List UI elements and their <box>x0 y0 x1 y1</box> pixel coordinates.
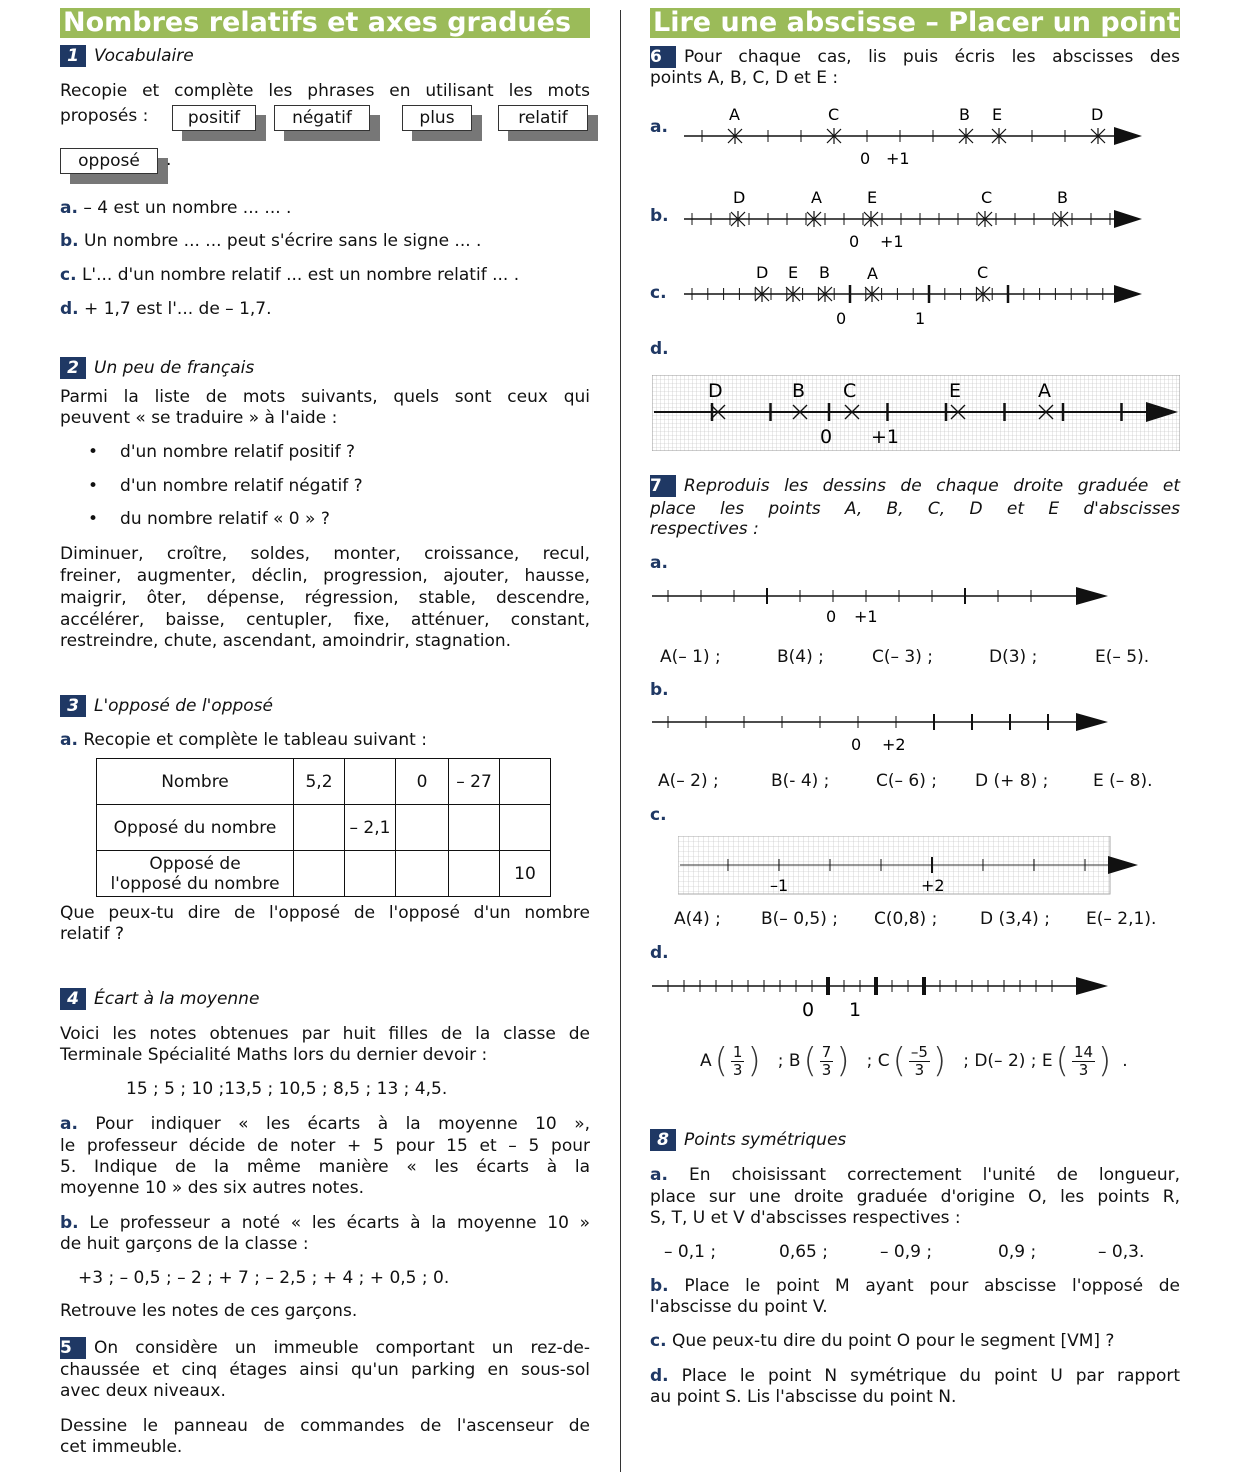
ex6-intro-1: 6 Pour chaque cas, lis puis écris les abscisses des <box>650 47 1180 67</box>
ex5-line-3: avec deux niveaux. <box>60 1381 226 1401</box>
ex4-number: 4 <box>60 988 86 1010</box>
ex7-axis-d <box>650 970 1120 1025</box>
ex4-intro-1: Voici les notes obtenues par huit filles de la classe de <box>60 1024 590 1044</box>
ex2-bullet-1: • d'un nombre relatif positif ? <box>88 442 356 462</box>
ex8-a-2: place sur une droite graduée d'origine O, les points R, <box>650 1187 1180 1207</box>
ex2-bullet-3: • du nombre relatif « 0 » ? <box>88 509 330 529</box>
ex1-item-d: d. + 1,7 est l'... de – 1,7. <box>60 299 272 319</box>
word-box-negatif: négatif <box>274 105 370 131</box>
ex6-axis-a <box>680 100 1180 175</box>
tick-label-one: +1 <box>854 607 878 626</box>
ex8-c: c. Que peux-tu dire du point O pour le segment [VM] ? <box>650 1331 1115 1351</box>
ex7-axis-c <box>678 836 1140 896</box>
ex8-b-1: b. Place le point M ayant pour abscisse l'opposé de <box>650 1276 1181 1296</box>
table-cell: 5,2 <box>294 759 345 805</box>
ex1-item-b: b. Un nombre ... ... peut s'écrire sans le signe ... . <box>60 231 482 251</box>
word-box-relatif: relatif <box>498 105 588 131</box>
ex7-axis-b <box>650 706 1120 756</box>
ex5-number: 5 <box>60 1337 86 1359</box>
arrow-head <box>1114 127 1142 145</box>
ex8-d-1: d. Place le point N symétrique du point U par rapport <box>650 1366 1181 1386</box>
ex8-value-1: – 0,1 ; <box>664 1242 717 1262</box>
table-cell: Opposé du nombre <box>97 805 294 851</box>
ex7-b-coord-1: A(– 2) ; <box>658 771 719 791</box>
ex8-heading <box>650 1129 846 1151</box>
ex4-a-1: a. Pour indiquer « les écarts à la moyenne 10 », <box>60 1114 590 1134</box>
point-label-A: A <box>729 105 740 124</box>
point-label-B: B <box>792 380 806 402</box>
tick-label-one: +1 <box>886 149 910 168</box>
tick-label-one: 1 <box>849 999 862 1021</box>
arrow-head <box>1108 856 1138 874</box>
ex5-line-5: cet immeuble. <box>60 1437 183 1457</box>
ex7-label-c: c. <box>650 805 667 825</box>
ex5-line-2: chaussée et cinq étages ainsi qu'un parking en sous-sol <box>60 1360 590 1380</box>
ex7-intro-1: 7 Reproduis les dessins de chaque droite graduée et <box>650 476 1180 496</box>
tick-label-two: +2 <box>921 876 945 895</box>
ex7-d-fractions: A ( $\frac{1}{3}$ ) ; B ( $\frac{7}{3}$ ) ; C ( $\frac{-5}{3}$ ) ; D(– 2) ; E ( $\frac{14}{3}$ ) . <box>700 1041 1128 1081</box>
ex5-line-1: 5 On considère un immeuble comportant un rez-de- <box>60 1338 590 1358</box>
ex7-c-coord-1: A(4) ; <box>674 909 721 929</box>
arrow-head <box>1114 210 1142 228</box>
point-label-C: C <box>843 380 857 402</box>
point-label-A: A <box>811 188 822 207</box>
ex4-b-2: de huit garçons de la classe : <box>60 1234 309 1254</box>
ex7-c-coord-5: E(– 2,1). <box>1086 909 1157 929</box>
point-label-C: C <box>981 188 993 207</box>
tick-label-zero: 0 <box>802 999 815 1021</box>
ex6-axis-d <box>652 375 1180 451</box>
table-cell <box>345 851 396 897</box>
ex7-a-coord-3: C(– 3) ; <box>872 647 933 667</box>
ex4-a-4: moyenne 10 » des six autres notes. <box>60 1178 365 1198</box>
point-label-B: B <box>959 105 970 124</box>
tick-label-minus-one: –1 <box>770 876 789 895</box>
opposite-table <box>96 758 551 897</box>
point-label-D: D <box>733 188 746 207</box>
ex7-label-a: a. <box>650 553 668 573</box>
ex8-value-4: 0,9 ; <box>998 1242 1037 1262</box>
table-cell <box>500 805 551 851</box>
ex3-number: 3 <box>60 695 86 717</box>
tick-label-zero: 0 <box>836 309 847 328</box>
ex7-a-coord-2: B(4) ; <box>777 647 824 667</box>
ex7-a-coord-5: E(– 5). <box>1095 647 1150 667</box>
table-row <box>97 759 551 805</box>
ex4-intro-2: Terminale Spécialité Maths lors du dernier devoir : <box>60 1045 488 1065</box>
ex1-item-c: c. L'... d'un nombre relatif ... est un nombre relatif ... . <box>60 265 520 285</box>
ex2-list-5: restreindre, chute, ascendant, amoindrir, stagnation. <box>60 631 512 651</box>
table-cell: Nombre <box>97 759 294 805</box>
arrow-head <box>1076 587 1108 605</box>
ex1-item-a: a. – 4 est un nombre ... ... . <box>60 198 292 218</box>
ex7-b-coord-4: D (+ 8) ; <box>975 771 1049 791</box>
table-cell <box>345 759 396 805</box>
column-divider <box>620 10 621 1472</box>
point-label-B: B <box>1057 188 1068 207</box>
ex3-title: L'opposé de l'opposé <box>94 696 273 716</box>
tick-label-zero: 0 <box>826 607 837 626</box>
point-label-E: E <box>949 380 962 402</box>
ex2-list-2: freiner, augmenter, déclin, progression, ajouter, hausse, <box>60 566 590 586</box>
point-label-C: C <box>828 105 840 124</box>
ex1-intro-1: Recopie et complète les phrases en utilisant les mots <box>60 81 590 101</box>
ex7-intro-3: respectives : <box>650 519 759 539</box>
ex4-ecarts: +3 ; – 0,5 ; – 2 ; + 7 ; – 2,5 ; + 4 ; + 0,5 ; 0. <box>78 1268 450 1288</box>
ex4-notes: 15 ; 5 ; 10 ;13,5 ; 10,5 ; 8,5 ; 13 ; 4,5. <box>126 1079 448 1099</box>
ex2-number: 2 <box>60 357 86 379</box>
ex2-bullet-2: • d'un nombre relatif négatif ? <box>88 476 363 496</box>
ex6-label-d: d. <box>650 339 669 359</box>
ex7-intro-2: place les points A, B, C, D et E d'abscisses <box>650 499 1180 519</box>
point-label-D: D <box>708 380 723 402</box>
tick-label-two: +2 <box>882 735 906 754</box>
table-cell: – 27 <box>449 759 500 805</box>
ex6-label-c: c. <box>650 283 667 303</box>
ex7-axis-a <box>650 580 1120 630</box>
ex3-a: a. Recopie et complète le tableau suivant : <box>60 730 427 750</box>
ex1-title: Vocabulaire <box>94 46 194 66</box>
arrow-head <box>1076 713 1108 731</box>
ex4-a-2: le professeur décide de noter + 5 pour 15 et – 5 pour <box>60 1136 590 1156</box>
left-title: Nombres relatifs et axes gradués <box>60 8 590 38</box>
ex7-a-coord-4: D(3) ; <box>989 647 1038 667</box>
point-label-A: A <box>1038 380 1051 402</box>
ex2-list-1: Diminuer, croître, soldes, monter, croissance, recul, <box>60 544 590 564</box>
ex7-label-d: d. <box>650 943 669 963</box>
table-cell: 0 <box>396 759 449 805</box>
point-label-E: E <box>788 263 799 282</box>
ex6-axis-b <box>680 183 1180 258</box>
tick-label-one: +1 <box>880 232 904 251</box>
word-box-plus: plus <box>402 105 472 131</box>
tick-label-zero: 0 <box>820 426 833 448</box>
ex8-value-3: – 0,9 ; <box>880 1242 933 1262</box>
table-cell <box>396 805 449 851</box>
word-box-oppose: opposé <box>60 148 158 174</box>
ex1-dot: . <box>166 150 172 170</box>
ex7-b-coord-2: B(- 4) ; <box>771 771 830 791</box>
fraction-E: $\frac{14}{3}$ <box>1073 1042 1094 1079</box>
point-label-A: A <box>867 264 878 283</box>
tick-label-one: 1 <box>915 309 926 328</box>
ex7-c-coord-2: B(– 0,5) ; <box>761 909 838 929</box>
table-cell <box>449 805 500 851</box>
ex3-question-1: Que peux-tu dire de l'opposé de l'opposé d'un nombre <box>60 903 590 923</box>
ex2-intro-1: Parmi la liste de mots suivants, quels sont ceux qui <box>60 387 590 407</box>
ex7-c-coord-4: D (3,4) ; <box>980 909 1050 929</box>
ex7-label-b: b. <box>650 680 669 700</box>
ex4-b-1: b. Le professeur a noté « les écarts à la moyenne 10 » <box>60 1213 591 1233</box>
ex3-question-2: relatif ? <box>60 924 125 944</box>
tick-label-zero: 0 <box>851 735 862 754</box>
ex8-value-5: – 0,3. <box>1098 1242 1145 1262</box>
ex3-heading <box>60 695 273 717</box>
point-label-E: E <box>867 188 878 207</box>
ex2-heading <box>60 357 254 379</box>
ex7-b-coord-3: C(– 6) ; <box>876 771 937 791</box>
point-label-C: C <box>977 263 989 282</box>
fraction-B: $\frac{7}{3}$ <box>821 1042 832 1079</box>
tick-label-zero: 0 <box>860 149 871 168</box>
ex2-intro-2: peuvent « se traduire » à l'aide : <box>60 408 338 428</box>
table-row <box>97 851 551 897</box>
ex8-number: 8 <box>650 1129 676 1151</box>
table-cell <box>294 805 345 851</box>
point-label-D: D <box>756 263 769 282</box>
right-title: Lire une abscisse – Placer un point <box>650 8 1180 38</box>
ex2-list-3: maigrir, ôter, dépense, régression, stable, descendre, <box>60 588 590 608</box>
fraction-C: $\frac{-5}{3}$ <box>910 1042 928 1079</box>
ex8-d-2: au point S. Lis l'abscisse du point N. <box>650 1387 957 1407</box>
table-cell: – 2,1 <box>345 805 396 851</box>
point-label-E: E <box>992 105 1003 124</box>
ex2-list-4: accélérer, baisse, centupler, fixe, atténuer, constant, <box>60 610 590 630</box>
ex7-number: 7 <box>650 475 676 497</box>
ex4-title: Écart à la moyenne <box>94 989 260 1009</box>
arrow-head <box>1076 977 1108 995</box>
ex1-intro-2: proposés : <box>60 106 149 126</box>
ex1-number: 1 <box>60 45 86 67</box>
table-cell <box>294 851 345 897</box>
ex2-title: Un peu de français <box>94 358 255 378</box>
ex4-a-3: 5. Indique de la même manière « les écarts à la <box>60 1157 590 1177</box>
tick-label-one: +1 <box>871 426 900 448</box>
ex8-a-3: S, T, U et V d'abscisses respectives : <box>650 1208 961 1228</box>
ex6-number: 6 <box>650 46 676 68</box>
ex4-conclusion: Retrouve les notes de ces garçons. <box>60 1301 358 1321</box>
table-cell: Opposé de l'opposé du nombre <box>97 851 294 897</box>
ex7-c-coord-3: C(0,8) ; <box>874 909 938 929</box>
ex1-heading <box>60 45 194 67</box>
fraction-A: $\frac{1}{3}$ <box>732 1042 743 1079</box>
tick-label-zero: 0 <box>849 232 860 251</box>
word-box-positif: positif <box>172 105 256 131</box>
table-cell <box>449 851 500 897</box>
ex7-a-coord-1: A(– 1) ; <box>660 647 721 667</box>
ex7-b-coord-5: E (– 8). <box>1093 771 1153 791</box>
table-row <box>97 805 551 851</box>
point-label-B: B <box>819 263 830 282</box>
table-cell <box>396 851 449 897</box>
ex6-intro-2: points A, B, C, D et E : <box>650 68 839 88</box>
ex8-value-2: 0,65 ; <box>779 1242 828 1262</box>
ex6-label-b: b. <box>650 206 669 226</box>
ex5-line-4: Dessine le panneau de commandes de l'ascenseur de <box>60 1416 590 1436</box>
ex8-b-2: l'abscisse du point V. <box>650 1297 828 1317</box>
ex6-axis-c <box>680 258 1180 333</box>
point-label-D: D <box>1091 105 1104 124</box>
table-cell: 10 <box>500 851 551 897</box>
table-cell <box>500 759 551 805</box>
ex8-a-1: a. En choisissant correctement l'unité de longueur, <box>650 1165 1181 1185</box>
ex4-heading <box>60 988 259 1010</box>
ex8-title: Points symétriques <box>684 1130 847 1150</box>
ex6-label-a: a. <box>650 117 668 137</box>
